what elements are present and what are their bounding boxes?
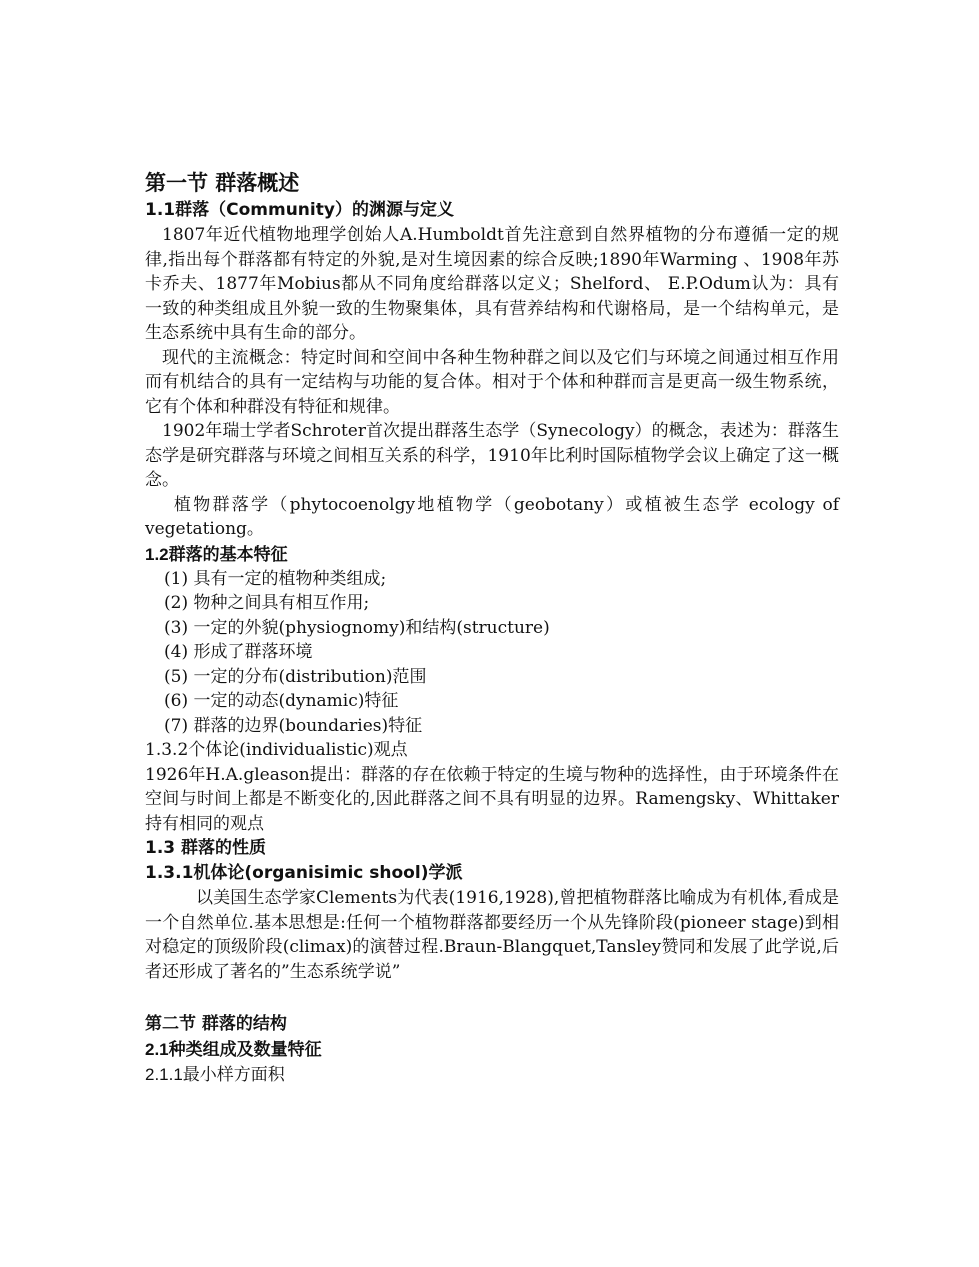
subsection-1-2-title: 1.2群落的基本特征 [145, 544, 288, 564]
list-item: (5) 一定的分布(distribution)范围 [164, 666, 427, 687]
list-item: (3) 一定的外貌(physiognomy)和结构(structure) [164, 617, 550, 638]
paragraph-humboldt: 1807年近代植物地理学创始人A.Humboldt首先注意到自然界植物的分布遵循一定的规律,指出每个群落都有特定的外貌,是对生境因素的综合反映;1890年Warming 、1908年苏卡乔夫、1877年Mobius都从不同角度给群落以定义；Shelford、 E.P.Odum认为：具有一致的种类组成且外貌一致的生物聚集体，具有营养结构和代谢格局，是一个结构单元，是生态系统中具有生命的部分。 [145, 225, 839, 343]
feature-list [145, 567, 839, 739]
section-gap [145, 984, 839, 1012]
paragraph-gleason: 1926年H.A.gleason提出：群落的存在依赖于特定的生境与物种的选择性，由于环境条件在空间与时间上都是不断变化的,因此群落之间不具有明显的边界。Ramengsky、Whittaker持有相同的观点 [145, 764, 839, 834]
list-item: (4) 形成了群落环境 [164, 642, 313, 662]
document-page [145, 168, 839, 1087]
paragraph-phytocoenology: 植物群落学（phytocoenolgy地植物学（geobotany）或植被生态学 ecology of vegetationg。 [145, 494, 839, 539]
subsection-1-3-1-title: 1.3.1机体论(organisimic shool)学派 [145, 863, 463, 883]
section2-title: 第二节 群落的结构 [145, 1014, 287, 1034]
paragraph-clements: 以美国生态学家Clements为代表(1916,1928),曾把植物群落比喻成为有机体,看成是一个自然单位.基本思想是:任何一个植物群落都要经历一个从先锋阶段(pioneer stage)到相对稳定的顶级阶段(climax)的演替过程.Braun-Blangquet,Tansley赞同和发展了此学说,后者还形成了著名的”生态系统学说” [145, 888, 839, 982]
section1-title: 第一节 群落概述 [145, 171, 300, 195]
subsection-1-3-2-title: 1.3.2个体论(individualistic)观点 [145, 740, 408, 760]
list-item: (1) 具有一定的植物种类组成; [164, 568, 387, 589]
subsection-1-3-title: 1.3 群落的性质 [145, 838, 267, 858]
list-item: (6) 一定的动态(dynamic)特征 [164, 691, 399, 711]
paragraph-synecology: 1902年瑞士学者Schroter首次提出群落生态学（Synecology）的概念，表述为：群落生态学是研究群落与环境之间相互关系的科学，1910年比利时国际植物学会议上确定了这一概念。 [145, 421, 839, 490]
list-item: (2) 物种之间具有相互作用; [164, 593, 370, 613]
list-item: (7) 群落的边界(boundaries)特征 [164, 715, 423, 736]
subsection-2-1-title: 2.1种类组成及数量特征 [145, 1040, 322, 1059]
paragraph-modern-concept: 现代的主流概念：特定时间和空间中各种生物种群之间以及它们与环境之间通过相互作用而有机结合的具有一定结构与功能的复合体。相对于个体和种群而言是更高一级生物系统，它有个体和种群没有特征和规律。 [145, 347, 839, 417]
subsection-2-1-1-title: 2.1.1最小样方面积 [145, 1065, 285, 1084]
subsection-1-1-title: 1.1群落（Community）的渊源与定义 [145, 200, 454, 220]
